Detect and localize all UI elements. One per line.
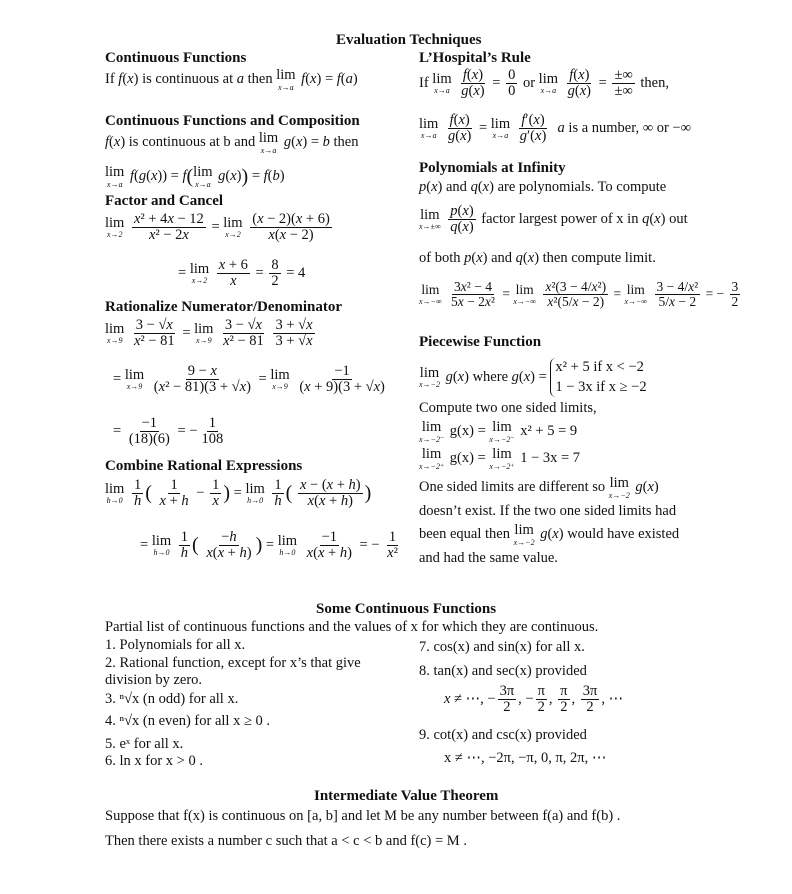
- heading-ivt: Intermediate Value Theorem: [314, 788, 499, 804]
- composition-condition: f(x) is continuous at b and lim x→a g(x) = b then: [105, 130, 359, 155]
- list-item: 8. tan(x) and sec(x) provided: [419, 663, 587, 679]
- list-item: 1. Polynomials for all x.: [105, 637, 246, 653]
- rationalize-formula-2: = lim x→9 $\frac{9 - x}{\text{(x² − 81)(3 + √x)}}$ = lim x→9 $\frac{-1}{(x + 9)(3 + √x)}$: [113, 363, 385, 396]
- heading-continuous-functions: Continuous Functions: [105, 50, 247, 66]
- list-item: 9. cot(x) and csc(x) provided: [419, 727, 587, 743]
- rationalize-formula-3: = $\frac{-1}{(18)(6)}$ = − $\frac{1}{108}$: [113, 415, 224, 448]
- heading-some-continuous: Some Continuous Functions: [316, 601, 497, 617]
- polynomials-compute: lim x→±∞ $\frac{p(x)}{q(x)}$ factor largest power of x in q(x) out: [419, 203, 688, 236]
- piecewise-paragraph-4: and had the same value.: [419, 550, 558, 566]
- continuous-definition: If f(x) is continuous at a then lim x→a f(x) = f(a): [105, 67, 358, 92]
- heading-composition: Continuous Functions and Composition: [105, 113, 360, 129]
- heading-piecewise: Piecewise Function: [419, 334, 542, 350]
- heading-polynomials-infinity: Polynomials at Infinity: [419, 160, 566, 176]
- heading-rationalize: Rationalize Numerator/Denominator: [105, 299, 343, 315]
- list-item: 5. eˣ for all x.: [105, 736, 184, 752]
- ivt-line-2: Then there exists a number c such that a < c < b and f(c) = M .: [105, 833, 467, 849]
- list-item: division by zero.: [105, 672, 203, 688]
- list-item: 3. ⁿ√x (n odd) for all x.: [105, 691, 239, 707]
- piecewise-right-limit: lim x→−2⁺ g(x) = lim x→−2⁺ 1 − 3x = 7: [419, 446, 581, 471]
- combine-formula-2: = lim h→0 $\frac{1}{h}$ ( $\frac{-h}{x(x + h)}$ ) = lim h→0 $\frac{-1}{x(x + h)}$ = − $\frac{1}{\text{x²}}$: [140, 529, 398, 562]
- piecewise-paragraph-1: One sided limits are different so lim x→−2 g(x): [419, 475, 659, 500]
- polynomials-intro: p(x) and q(x) are polynomials. To compute: [419, 179, 667, 195]
- heading-factor-cancel: Factor and Cancel: [105, 193, 224, 209]
- lhospital-formula: lim x→a $\frac{f(x)}{g(x)}$ = lim x→a $\frac{f'(x)}{g'(x)}$ a is a number, ∞ or −∞: [419, 112, 691, 145]
- piecewise-left-limit: lim x→−2⁻ g(x) = lim x→−2⁻ x² + 5 = 9: [419, 419, 578, 444]
- piecewise-definition: lim x→−2 g(x) where g(x) = x² + 5 if x < −2 1 − 3x if x ≥ −2: [419, 358, 647, 397]
- tan-exclusions: x ≠ ⋯, − $\frac{3\pi}{2}$ , − $\frac{\pi}{2}$ , $\frac{\pi}{2}$ , $\frac{3\pi}{2}$ , ⋯: [444, 683, 624, 716]
- heading-lhospital: L’Hospital’s Rule: [419, 50, 531, 66]
- piecewise-paragraph-2: doesn’t exist. If the two one sided limits had: [419, 503, 677, 519]
- heading-combine-rational: Combine Rational Expressions: [105, 458, 303, 474]
- some-continuous-intro: Partial list of continuous functions and the values of x for which they are continuous.: [105, 619, 599, 635]
- composition-formula: lim x→a f(g(x)) = f( lim x→a g(x)) = f(b): [105, 164, 285, 189]
- combine-formula-1: lim h→0 $\frac{1}{h}$ ( $\frac{1}{x + h}$ − $\frac{1}{x}$ ) = lim h→0 $\frac{1}{h}$ ( $\frac{x - (x + h)}{x(x + h)}$ ): [105, 477, 372, 510]
- list-item: 6. ln x for x > 0 .: [105, 753, 203, 769]
- rationalize-formula-1: lim x→9 $\frac{3 - √x}{\text{x² − 81}}$ = lim x→9 $\frac{3 - √x}{\text{x² − 81}}$ $\frac{3 + √x}{3 + √x}$: [105, 317, 313, 350]
- list-item: 4. ⁿ√x (n even) for all x ≥ 0 .: [105, 713, 271, 729]
- page-title: Evaluation Techniques: [336, 32, 482, 48]
- cot-exclusions: x ≠ ⋯, −2π, −π, 0, π, 2π, ⋯: [444, 750, 607, 766]
- factor-formula-1: lim x→2 $\frac{\text{x² + 4x − 12}}{\text{x² − 2x}}$ = lim x→2 $\frac{(x - 2)(x + 6)}{x(x - 2)}$: [105, 211, 330, 244]
- ivt-line-1: Suppose that f(x) is continuous on [a, b] and let M be any number between f(a) and f(b) .: [105, 808, 621, 824]
- list-item: 7. cos(x) and sin(x) for all x.: [419, 639, 585, 655]
- polynomials-example: lim x→−∞ $\frac{\text{3x² − 4}}{\text{5x − 2x²}}$ = lim x→−∞ $\frac{\text{x²(3 − 4/x²)}}{\text{x²(5/x − 2)}}$ = lim x→−∞ $\frac{\text{3 − 4/x²}}{5/x - 2}$ = − $\frac{3}{2}$: [419, 279, 739, 310]
- polynomials-both: of both p(x) and q(x) then compute limit.: [419, 250, 656, 266]
- factor-formula-2: = lim x→2 $\frac{x + 6}{x}$ = $\frac{8}{2}$ = 4: [178, 257, 306, 290]
- piecewise-paragraph-3: been equal then lim x→−2 g(x) would have existed: [419, 522, 680, 547]
- list-item: 2. Rational function, except for x’s that give: [105, 655, 361, 671]
- lhospital-condition: If lim x→a $\frac{f(x)}{g(x)}$ = $\frac{0}{0}$ or lim x→a $\frac{f(x)}{g(x)}$ = ±∞ ±∞ then,: [419, 67, 669, 100]
- piecewise-compute: Compute two one sided limits,: [419, 400, 597, 416]
